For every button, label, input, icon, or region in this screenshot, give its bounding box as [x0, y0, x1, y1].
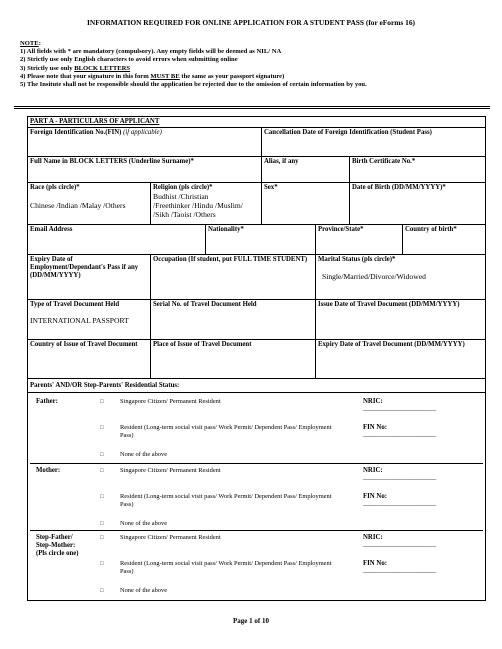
fin-label: FIN No:: [363, 493, 387, 500]
travel-document-issue-date-field[interactable]: Issue Date of Travel Document (DD/MM/YYYY): [316, 300, 486, 340]
parent-status-row: [30, 530, 483, 600]
divider: [14, 108, 490, 109]
marital-options: Single/Married/Divorce/Widowed: [322, 272, 426, 281]
nric-label: NRIC:: [363, 398, 383, 405]
status-option-resident: Resident (Long-term social visit pass/ Work Permit/ Dependent Pass/ Employment Pass): [120, 560, 332, 575]
race-options: Chinese /Indian /Malay /Others: [30, 201, 126, 210]
nric-input-line[interactable]: ___________________________: [363, 474, 436, 481]
nric-input-line[interactable]: ___________________________: [363, 541, 436, 548]
fin-field[interactable]: Foreign Identification No.(FIN) (if applicable): [28, 128, 262, 157]
note-item-1: 1) All fields with * are mandatory (compulsory). Any empty fields will be deemed as NIL/ NA: [20, 48, 282, 56]
checkbox-resident[interactable]: □: [100, 561, 104, 567]
status-option-none: None of the above: [120, 520, 168, 527]
fin-input-line[interactable]: ___________________________: [363, 500, 436, 507]
status-option-citizen: Singapore Citizen/ Permanent Resident: [120, 534, 221, 541]
checkbox-citizen[interactable]: □: [100, 468, 104, 474]
parent-label: Step-Father/: [36, 534, 73, 541]
checkbox-resident[interactable]: □: [100, 425, 104, 431]
part-a-heading: PART A - PARTICULARS OF APPLICANT: [28, 117, 486, 128]
parent-label: Father:: [36, 398, 58, 405]
form-title: INFORMATION REQUIRED FOR ONLINE APPLICATION FOR A STUDENT PASS (for eForms 16): [86, 18, 415, 27]
fin-label: FIN No:: [363, 424, 387, 431]
parent-status-row: [30, 463, 483, 531]
nationality-field[interactable]: Nationality*: [206, 225, 316, 255]
parent-status-row: [30, 395, 483, 463]
checkbox-citizen[interactable]: □: [100, 399, 104, 405]
travel-document-expiry-field[interactable]: Expiry Date of Travel Document (DD/MM/YYYY): [316, 340, 486, 379]
race-field[interactable]: Race (pls circle)* Chinese /Indian /Malay /Others: [28, 183, 151, 225]
sex-field[interactable]: Sex*: [262, 183, 350, 225]
country-of-issue-field[interactable]: Country of Issue of Travel Document: [28, 340, 151, 379]
date-of-birth-field[interactable]: Date of Birth (DD/MM/YYYY)*: [350, 183, 486, 225]
checkbox-none[interactable]: □: [100, 521, 104, 527]
birth-certificate-field[interactable]: Birth Certificate No.*: [350, 157, 486, 183]
parent-label: (Pls circle one): [36, 550, 79, 557]
status-option-citizen: Singapore Citizen/ Permanent Resident: [120, 467, 221, 474]
checkbox-resident[interactable]: □: [100, 494, 104, 500]
religion-field[interactable]: Religion (pls circle)* Budhist /Christian /Freethinker /Hindu /Muslim/ /Sikh /Taoist /Others: [151, 183, 262, 225]
religion-options: Budhist /Christian: [153, 192, 209, 201]
nric-input-line[interactable]: ___________________________: [363, 405, 436, 412]
note-item-5: 5) The Insitute shall not be responsible should the application be rejected due to the omission of certain information by you.: [20, 81, 367, 89]
travel-document-serial-field[interactable]: Serial No. of Travel Document Held: [151, 300, 316, 340]
status-option-citizen: Singapore Citizen/ Permanent Resident: [120, 398, 221, 405]
checkbox-none[interactable]: □: [100, 588, 104, 594]
nric-label: NRIC:: [363, 534, 383, 541]
email-field[interactable]: Email Address: [28, 225, 206, 255]
travel-document-type-value: INTERNATIONAL PASSPORT: [30, 316, 129, 325]
parent-label: Mother:: [36, 467, 61, 474]
note-item-2: 2) Strictly use only English characters to avoid errors when submitting online: [20, 56, 238, 64]
religion-options: /Freethinker /Hindu /Muslim/: [153, 201, 243, 210]
fin-input-line[interactable]: ___________________________: [363, 431, 436, 438]
note-item-4: 4) Please note that your signature in this form MUST BE the same as your passport signature): [20, 72, 285, 80]
country-of-birth-field[interactable]: Country of birth*: [403, 225, 486, 255]
expiry-employment-pass-field[interactable]: Expiry Date of Employment/Dependant's Pass if any (DD/MM/YYYY): [28, 255, 151, 300]
status-option-none: None of the above: [120, 451, 168, 458]
parent-label: Step-Mother:: [36, 542, 76, 549]
parents-status-heading: Parents' AND/OR Step-Parents' Residential Status:: [28, 379, 486, 393]
cancellation-date-field[interactable]: Cancellation Date of Foreign Identification (Student Pass): [262, 128, 486, 157]
status-option-resident: Resident (Long-term social visit pass/ Work Permit/ Dependent Pass/ Employment Pass): [120, 424, 332, 439]
place-of-issue-field[interactable]: Place of Issue of Travel Document: [151, 340, 316, 379]
page-number: Page 1 of 10: [233, 617, 269, 625]
note-item-3: 3) Strictly use only BLOCK LETTERS: [20, 64, 131, 72]
checkbox-citizen[interactable]: □: [100, 535, 104, 541]
status-option-none: None of the above: [120, 587, 168, 594]
alias-field[interactable]: Alias, if any: [262, 157, 350, 183]
province-field[interactable]: Province/State*: [316, 225, 403, 255]
notes-section: NOTE: 1) All fields with * are mandatory (compulsory). Any empty fields will be deemed as NIL/ NA 2) Strictly use only English characters to avoid errors when submitting online 3) Strictly use only BLOCK LETTERS 4) Please note that your signature in this form MUST BE the same as your passport signature) 5) The Insitute shall not be responsible should the application be rejected due to the omission of certain information by you.: [20, 40, 367, 89]
fin-label: FIN No:: [363, 560, 387, 567]
parents-status-section: [28, 393, 486, 601]
fin-input-line[interactable]: ___________________________: [363, 567, 436, 574]
travel-document-type-field[interactable]: Type of Travel Document Held INTERNATIONAL PASSPORT: [28, 300, 151, 340]
marital-status-field[interactable]: Marital Status (pls circle)* Single/Married/Divorce/Widowed: [316, 255, 486, 300]
status-option-resident: Resident (Long-term social visit pass/ Work Permit/ Dependent Pass/ Employment Pass): [120, 493, 332, 508]
nric-label: NRIC:: [363, 467, 383, 474]
occupation-field[interactable]: Occupation (If student, put FULL TIME STUDENT): [151, 255, 316, 300]
applicant-particulars-table: [27, 116, 486, 601]
note-heading: NOTE: [20, 40, 39, 47]
full-name-field[interactable]: Full Name in BLOCK LETTERS (Underline Surname)*: [28, 157, 262, 183]
checkbox-none[interactable]: □: [100, 452, 104, 458]
religion-options: /Sikh /Taoist /Others: [153, 210, 216, 219]
